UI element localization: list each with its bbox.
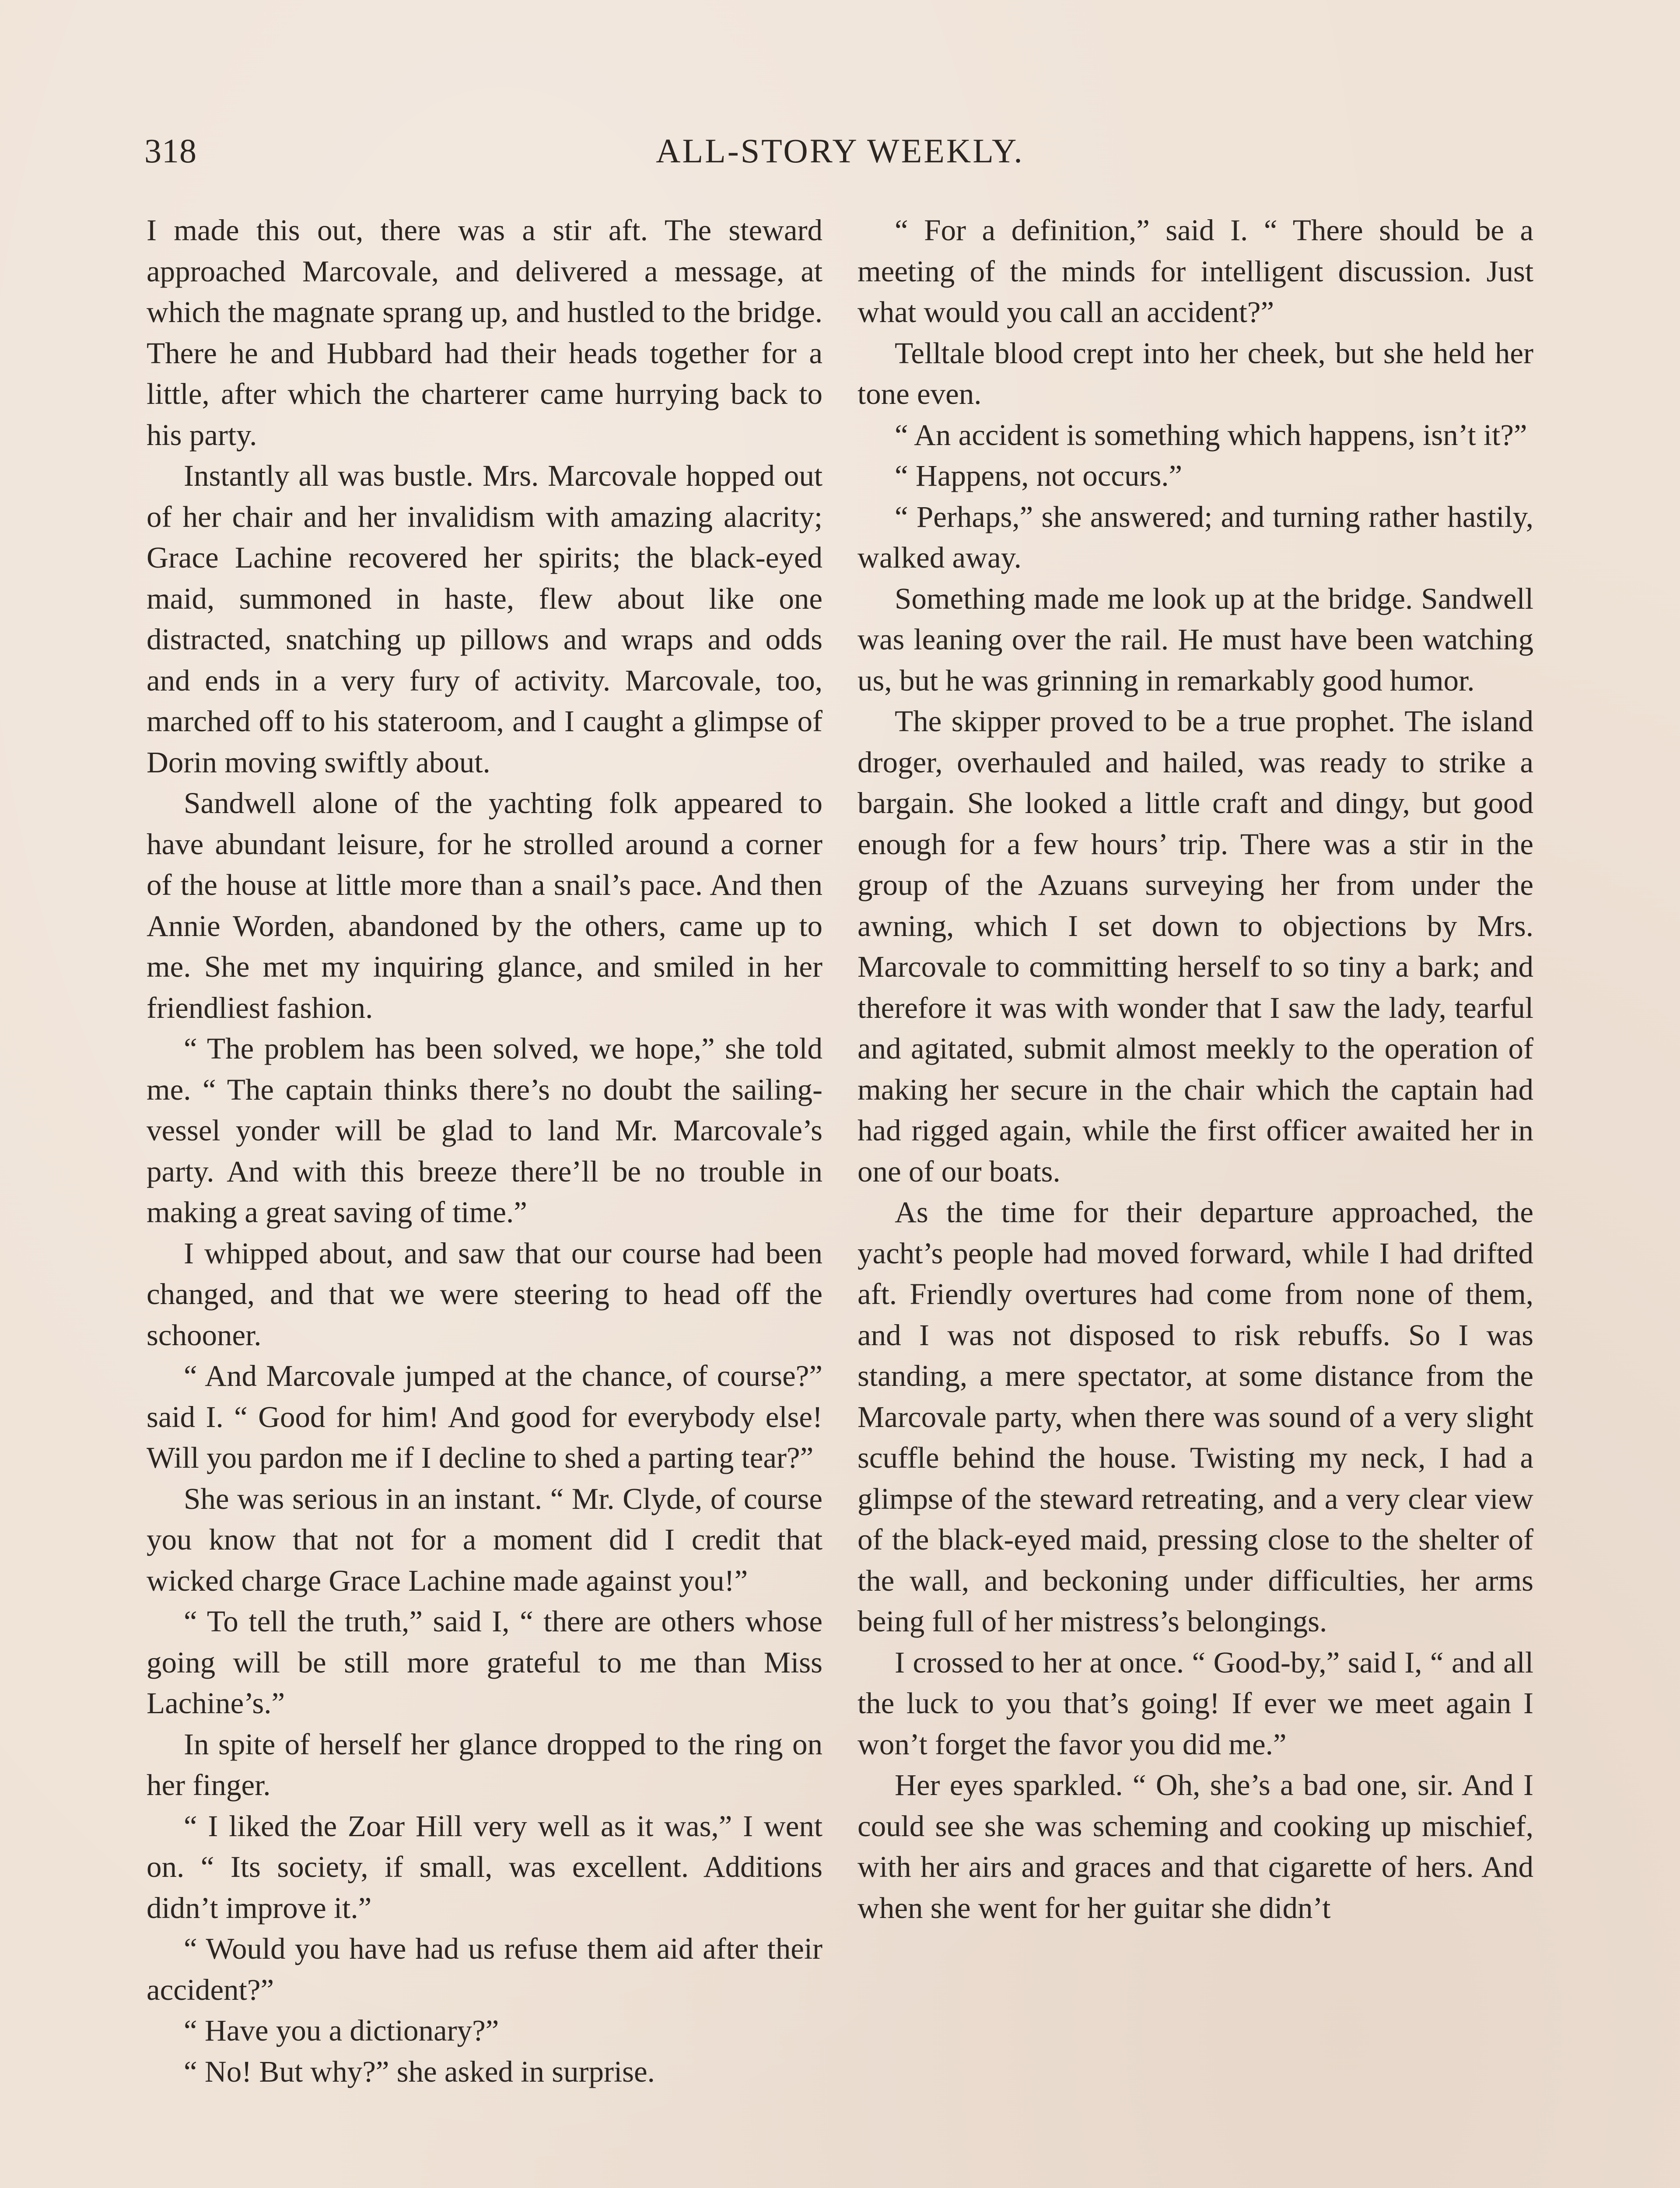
paragraph: “ No! But why?” she asked in surprise. xyxy=(184,2055,655,2088)
paragraph: I crossed to her at once. “ Good-by,” said I, “ and all the luck to you that’s going! If ever we meet again I won’t forget the favor you did me.” xyxy=(858,1645,1533,1761)
right-column xyxy=(858,210,1533,1929)
paragraph: The skipper proved to be a true prophet. The island droger, overhauled and hailed, was ready to strike a bargain. She looked a little craft and dingy, but good enough for a few hours’ trip. There was a stir in the group of the Azuans surveying her from under the awning, which I set down to objections by Mrs. Marcovale to committing herself to so tiny a bark; and therefore it was with wonder that I saw the lady, tearful and agitated, submit almost meekly to the operation of making her secure in the chair which the captain had had rigged again, while the first officer awaited her in one of our boats. xyxy=(858,705,1533,1188)
page-number: 318 xyxy=(144,132,197,170)
paragraph: “ For a definition,” said I. “ There should be a meeting of the minds for intelligent discussion. Just what would you call an accident?” xyxy=(858,214,1533,329)
running-head: ALL-STORY WEEKLY. xyxy=(656,132,1024,170)
paragraph: I whipped about, and saw that our course had been changed, and that we were steering to head off the schooner. xyxy=(147,1236,822,1352)
page-header xyxy=(144,131,1536,179)
left-column xyxy=(147,210,822,2092)
paragraph: “ The problem has been solved, we hope,” she told me. “ The captain thinks there’s no doubt the sailing-vessel yonder will be glad to land Mr. Marcovale’s party. And with this breeze there’ll be no trouble in making a great saving of time.” xyxy=(147,1032,822,1229)
paragraph: Instantly all was bustle. Mrs. Marcovale hopped out of her chair and her invalidism with amazing alacrity; Grace Lachine recovered her spirits; the black-eyed maid, summoned in haste, flew about like one distracted, snatching up pillows and wraps and odds and ends in a very fury of activity. Marcovale, too, marched off to his stateroom, and I caught a glimpse of Dorin moving swiftly about. xyxy=(147,459,822,779)
paragraph: “ Would you have had us refuse them aid after their accident?” xyxy=(147,1932,822,2006)
paragraph: Telltale blood crept into her cheek, but she held her tone even. xyxy=(858,336,1533,410)
paragraph: “ An accident is something which happens, isn’t it?” xyxy=(895,418,1527,452)
paragraph: Her eyes sparkled. “ Oh, she’s a bad one, sir. And I could see she was scheming and cooking up mischief, with her airs and graces and that cigarette of hers. And when she went for her guitar she didn’t xyxy=(858,1768,1533,1925)
paragraph: “ Perhaps,” she answered; and turning rather hastily, walked away. xyxy=(858,500,1533,574)
paragraph: “ Happens, not occurs.” xyxy=(895,459,1183,492)
paragraph: She was serious in an instant. “ Mr. Clyde, of course you know that not for a moment did I credit that wicked charge Grace Lachine made against you!” xyxy=(147,1482,822,1597)
paragraph: “ To tell the truth,” said I, “ there are others whose going will be still more grateful to me than Miss Lachine’s.” xyxy=(147,1605,822,1720)
paragraph: As the time for their departure approached, the yacht’s people had moved forward, while I had drifted aft. Friendly overtures had come from none of them, and I was not disposed to risk rebuffs. So I was standing, a mere spectator, at some distance from the Marcovale party, when there was sound of a very slight scuffle behind the house. Twisting my neck, I had a glimpse of the steward retreating, and a very clear view of the black-eyed maid, pressing close to the shelter of the wall, and beckoning under difficulties, her arms being full of her mistress’s belongings. xyxy=(858,1196,1533,1638)
paragraph: “ And Marcovale jumped at the chance, of course?” said I. “ Good for him! And good for everybody else! Will you pardon me if I decline to shed a parting tear?” xyxy=(147,1359,822,1474)
paragraph: Something made me look up at the bridge. Sandwell was leaning over the rail. He must have been watching us, but he was grinning in remarkably good humor. xyxy=(858,582,1533,697)
paragraph: In spite of herself her glance dropped to the ring on her finger. xyxy=(147,1727,822,1802)
paragraph: “ Have you a dictionary?” xyxy=(184,2014,499,2047)
paragraph: I made this out, there was a stir aft. The steward approached Marcovale, and delivered a message, at which the magnate sprang up, and hustled to the bridge. There he and Hubbard had their heads together for a little, after which the charterer came hurrying back to his party. xyxy=(147,214,822,452)
paragraph: Sandwell alone of the yachting folk appeared to have abundant leisure, for he strolled around a corner of the house at little more than a snail’s pace. And then Annie Worden, abandoned by the others, came up to me. She met my inquiring glance, and smiled in her friendliest fashion. xyxy=(147,786,822,1024)
paragraph: “ I liked the Zoar Hill very well as it was,” I went on. “ Its society, if small, was excellent. Additions didn’t improve it.” xyxy=(147,1809,822,1925)
